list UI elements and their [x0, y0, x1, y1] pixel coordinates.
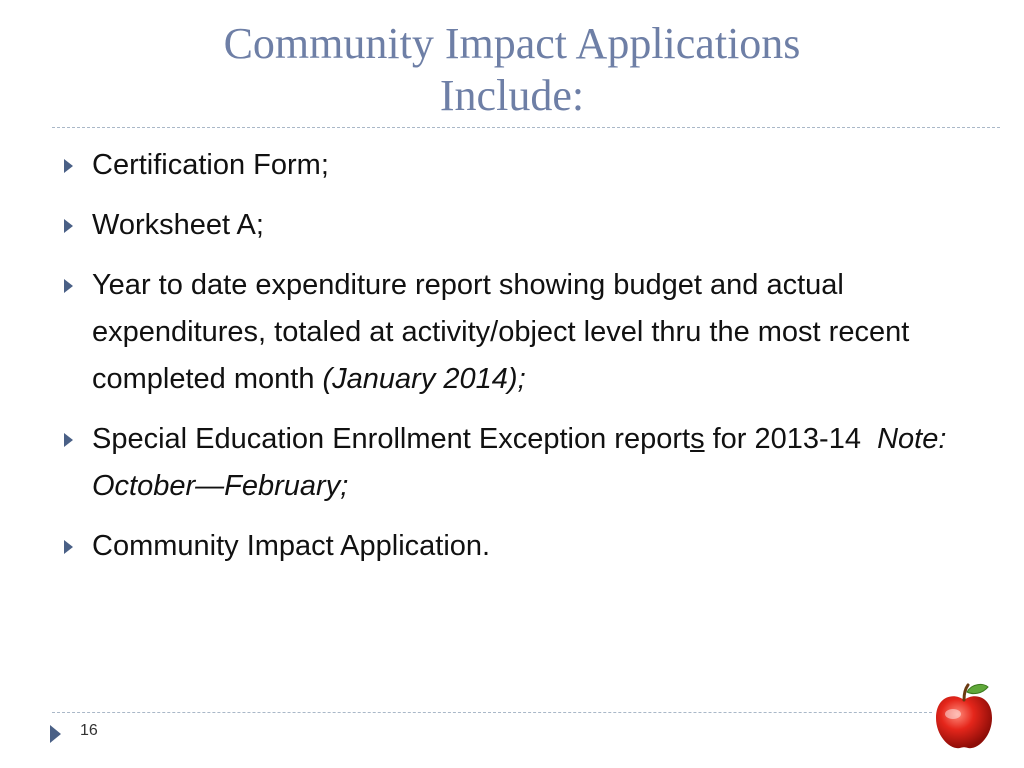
slide-title-line-2: Include: [439, 71, 585, 120]
bullet-item-certification-form [60, 142, 980, 189]
bullet-item-special-education-reports [60, 416, 980, 510]
bullet-list [60, 142, 980, 583]
bullet-text: Year to date expenditure report showing budget and actual expenditures, totaled at activity/object level thru the most recent completed month [92, 269, 910, 395]
bullet-text: Worksheet A; [92, 209, 264, 241]
triangle-right-icon [50, 725, 61, 743]
title-divider [52, 127, 1000, 128]
slide-title-line-1: Community Impact Applications [223, 19, 801, 68]
bullet-text: Special Education Enrollment Exception report [92, 423, 691, 455]
triangle-right-icon [64, 540, 73, 554]
bullet-text-continued: for 2013-14 [704, 423, 878, 455]
triangle-right-icon [64, 279, 73, 293]
bullet-text-italic: (January 2014); [322, 363, 526, 395]
slide-title [40, 18, 984, 122]
bullet-item-expenditure-report [60, 262, 980, 403]
bullet-text-underlined: s [690, 423, 705, 455]
bullet-item-worksheet-a [60, 202, 980, 249]
apple-icon [928, 680, 1000, 752]
triangle-right-icon [64, 433, 73, 447]
bullet-text: Community Impact Application. [92, 530, 491, 562]
page-number: 16 [80, 722, 98, 739]
triangle-right-icon [64, 219, 73, 233]
bullet-item-community-impact-application [60, 523, 980, 570]
bullet-text-italic: Note: October—February; [92, 423, 947, 502]
bullet-text: Certification Form; [92, 149, 329, 181]
triangle-right-icon [64, 159, 73, 173]
footer-divider [52, 712, 932, 713]
